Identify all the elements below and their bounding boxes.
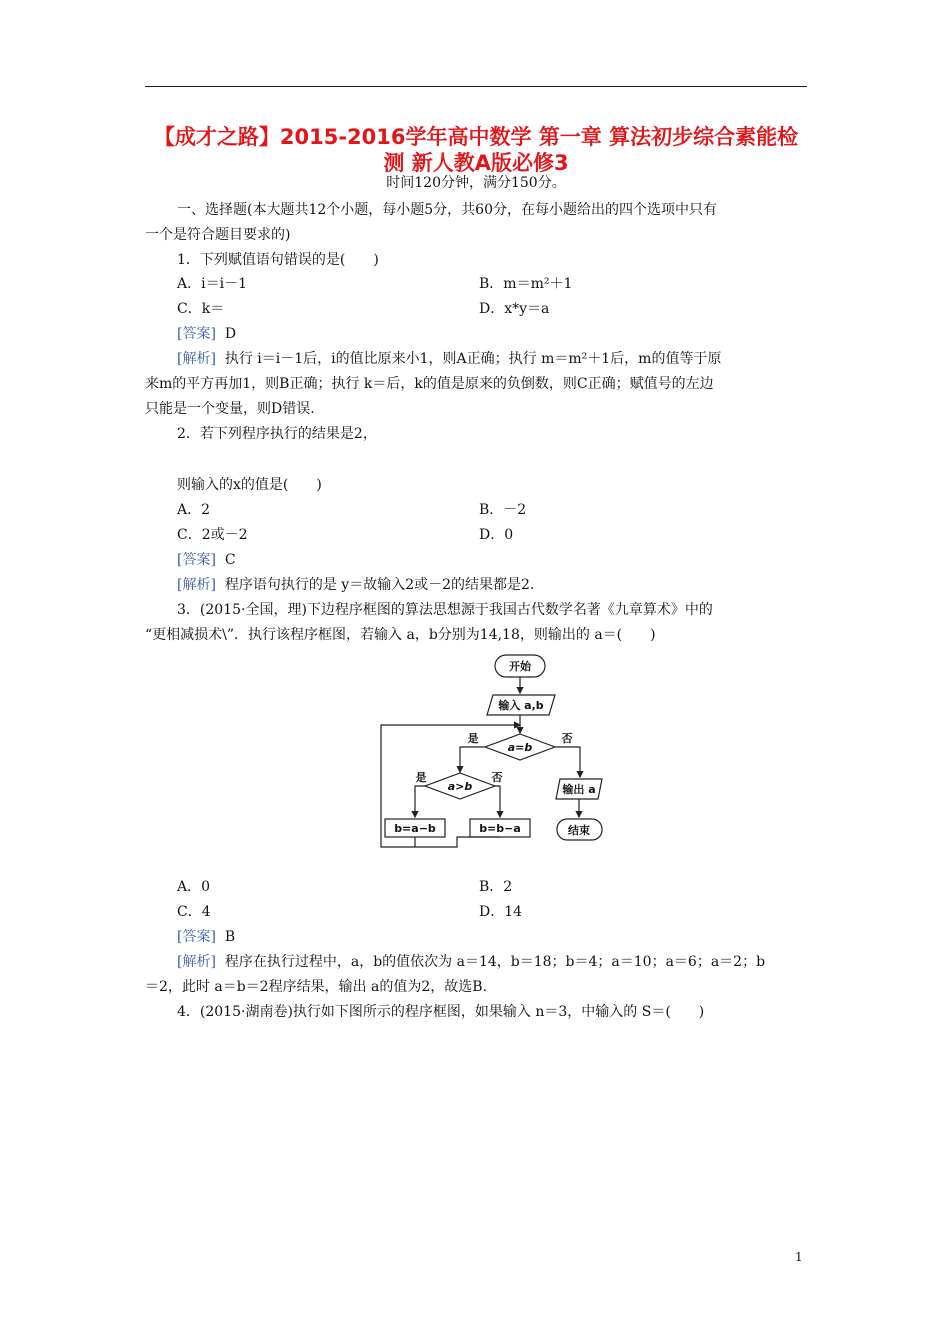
flow-cond2-label: a>b [447, 780, 473, 793]
q2-answer [177, 550, 807, 570]
analysis-tag: [解析] [177, 954, 216, 970]
analysis-text: 程序语句执行的是 y＝故输入2或－2的结果都是2. [224, 577, 535, 593]
answer-value: B [224, 929, 236, 945]
q2-analysis [177, 575, 807, 595]
q3-option-a: A．0 [177, 879, 211, 895]
q3-option-d: D．14 [479, 904, 523, 920]
q2-option-a: A．2 [177, 502, 211, 518]
q1-option-b: B．m＝m²＋1 [479, 276, 573, 292]
q1-stem: 1．下列赋值语句错误的是( ) [177, 252, 379, 268]
analysis-tag: [解析] [177, 577, 216, 593]
q2-option-b: B．－2 [479, 502, 527, 518]
header-rule [145, 86, 807, 87]
answer-tag: [答案] [177, 552, 216, 568]
flow-no2-label: 否 [491, 771, 503, 784]
q3-option-c: C．4 [177, 904, 211, 920]
flow-cond1-label: a=b [507, 741, 533, 754]
flow-arrow-no2 [495, 786, 500, 817]
q2-option-d: D．0 [479, 527, 514, 543]
q3-option-b: B．2 [479, 879, 513, 895]
page-number: 1 [795, 1250, 803, 1264]
section-intro-line2: 一个是符合题目要求的) [145, 227, 291, 243]
q1-option-d: D．x*y＝a [479, 301, 550, 317]
q2-stem2: 则输入的x的值是( ) [177, 477, 322, 493]
q3-analysis-line1 [177, 952, 807, 972]
analysis-text: 程序在执行过程中，a，b的值依次为 a＝14，b＝18；b＝4；a＝10；a＝6；a＝2；b [224, 954, 766, 970]
q4-stem: 4．(2015·湖南卷)执行如下图所示的程序框图，如果输入 n＝3，中输入的 S＝( ) [177, 1004, 705, 1020]
analysis-text: 执行 i＝i－1后，i的值比原来小1，则A正确；执行 m＝m²＋1后，m的值等于原 [224, 351, 722, 367]
flow-no1-label: 否 [561, 732, 573, 745]
q1-option-c: C．k＝ [177, 301, 225, 317]
page-title-line2: 测 新人教A版必修3 [383, 151, 569, 175]
q2-option-c: C．2或－2 [177, 527, 248, 543]
flow-start-label: 开始 [509, 660, 531, 673]
flow-yes2-label: 是 [415, 771, 427, 784]
flow-arrow-yes1 [460, 747, 485, 772]
analysis-tag: [解析] [177, 351, 216, 367]
flow-input-label: 输入 a,b [498, 699, 544, 712]
flow-assign-right-label: b=b−a [479, 822, 521, 835]
q3-stem-line1: 3．(2015·全国，理)下边程序框图的算法思想源于我国古代数学名著《九章算术》中的 [177, 602, 713, 618]
q3-answer [177, 927, 807, 947]
answer-value: D [224, 326, 237, 342]
exam-time: 时间120分钟，满分150分。 [386, 175, 566, 191]
flow-yes1-label: 是 [467, 732, 479, 745]
answer-tag: [答案] [177, 326, 216, 342]
flow-arrow-no1 [555, 747, 580, 777]
section-intro-line1: 一、选择题(本大题共12个小题，每小题5分，共60分，在每小题给出的四个选项中只有 [177, 202, 717, 218]
answer-tag: [答案] [177, 929, 216, 945]
flow-assign-left-label: b=a−b [394, 822, 436, 835]
page-title-line1: 【成才之路】2015-2016学年高中数学 第一章 算法初步综合素能检 [153, 125, 799, 149]
q1-option-a: A．i＝i－1 [177, 276, 247, 292]
flow-end-label: 结束 [568, 824, 590, 837]
q1-answer [177, 324, 807, 344]
flow-merge-line [415, 837, 500, 847]
q3-stem-line2: “更相减损术\”．执行该程序框图，若输入 a，b分别为14,18，则输出的 a＝( ) [145, 627, 656, 643]
q3-analysis-line2: ＝2，此时 a＝b＝2程序结果，输出 a的值为2，故选B. [145, 979, 488, 995]
answer-value: C [224, 552, 236, 568]
flowchart [375, 651, 615, 861]
q1-analysis-line3: 只能是一个变量，则D错误. [145, 401, 315, 417]
q1-analysis-line1 [177, 349, 807, 369]
flow-output-label: 输出 a [562, 783, 596, 796]
flow-arrow-yes2 [415, 786, 425, 817]
q1-analysis-line2: 来m的平方再加1，则B正确；执行 k＝后，k的值是原来的负倒数，则C正确；赋值号的左边 [145, 376, 714, 392]
q2-stem: 2．若下列程序执行的结果是2， [177, 426, 377, 442]
